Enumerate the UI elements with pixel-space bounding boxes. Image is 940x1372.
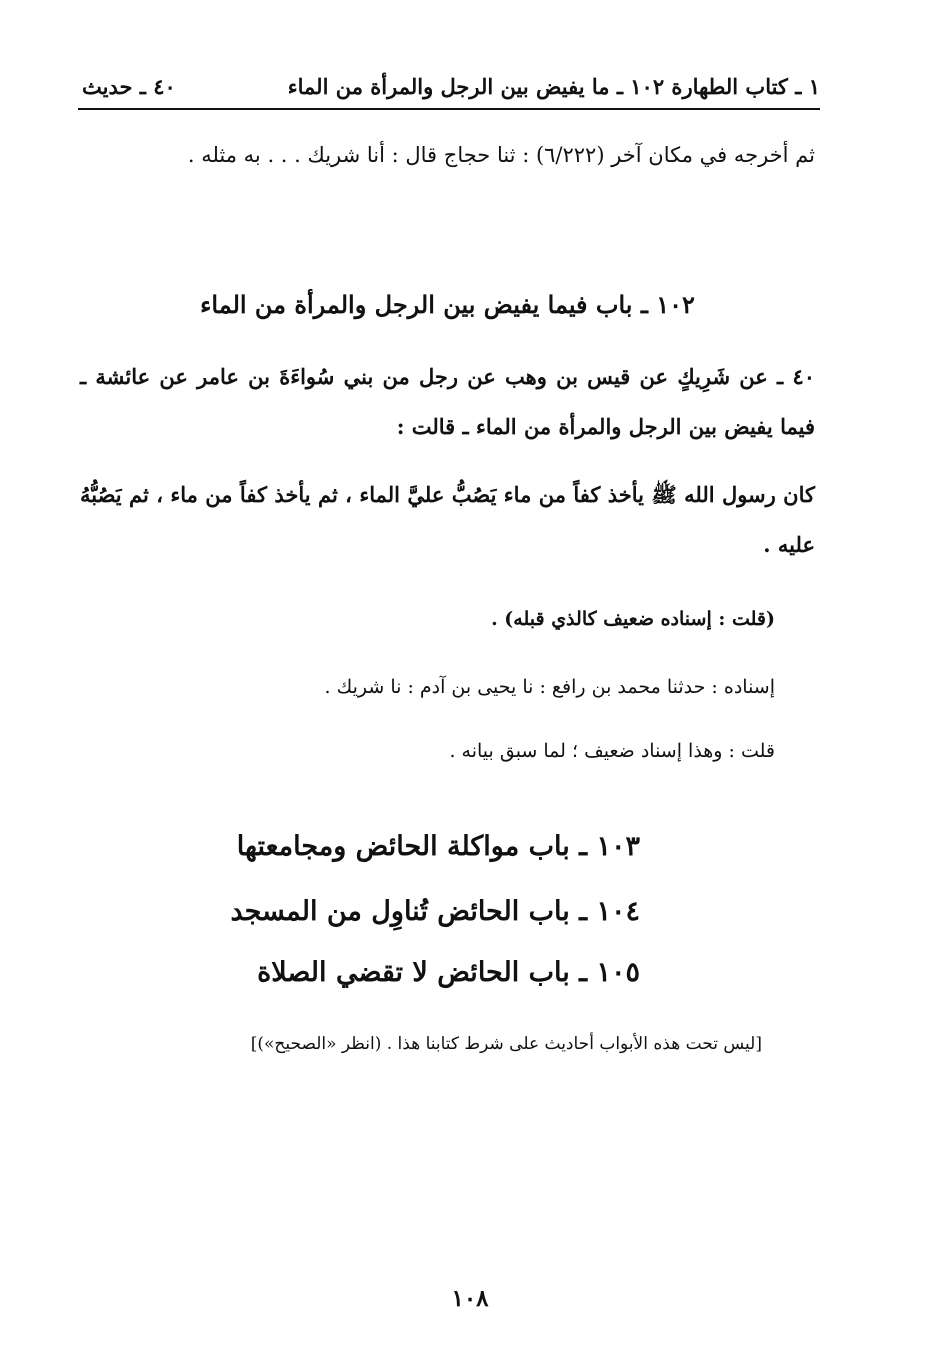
continuation-paragraph: ثم أخرجه في مكان آخر (٦/٢٢٢) : ثنا حجاج قال : أنا شريك . . . به مثله .	[187, 143, 815, 167]
chapter-heading-105: ١٠٥ ـ باب الحائض لا تقضي الصلاة	[257, 957, 640, 988]
comment-note: قلت : وهذا إسناد ضعيف ؛ لما سبق بيانه .	[449, 740, 775, 762]
header-chapter-title: ١ ـ كتاب الطهارة ١٠٢ ـ ما يفيض بين الرجل والمرأة من الماء	[287, 74, 820, 99]
isnad-note: إسناده : حدثنا محمد بن رافع : نا يحيى بن آدم : نا شريك .	[324, 676, 775, 698]
section-heading-102: ١٠٢ ـ باب فيما يفيض بين الرجل والمرأة من الماء	[200, 290, 695, 319]
grading-note: (قلت : إسناده ضعيف كالذي قبله) .	[491, 608, 775, 630]
chapters-footnote: [ليس تحت هذه الأبواب أحاديث على شرط كتابنا هذا . (انظر «الصحيح»)]	[250, 1034, 762, 1054]
running-header	[78, 68, 820, 110]
chapter-heading-103: ١٠٣ ـ باب مواكلة الحائض ومجامعتها	[236, 831, 640, 862]
page-number: ١٠٨	[451, 1285, 489, 1312]
hadith-text: كان رسول الله ﷺ يأخذ كفاً من ماء يَصُبُّ عليَّ الماء ، ثم يأخذ كفاً من ماء ، ثم يَصُبُّهُ عليه .	[80, 482, 815, 557]
hadith-intro: ٤٠ ـ عن شَرِيكٍ عن قيس بن وهب عن رجل من بني سُواءَةَ بن عامر عن عائشة ـ فيما يفيض بين الرجل والمرأة من الماء ـ قالت :	[80, 364, 815, 439]
chapter-heading-104: ١٠٤ ـ باب الحائض تُناوِل من المسجد	[230, 896, 640, 927]
header-hadith-number: ٤٠ ـ حديث	[82, 74, 176, 99]
